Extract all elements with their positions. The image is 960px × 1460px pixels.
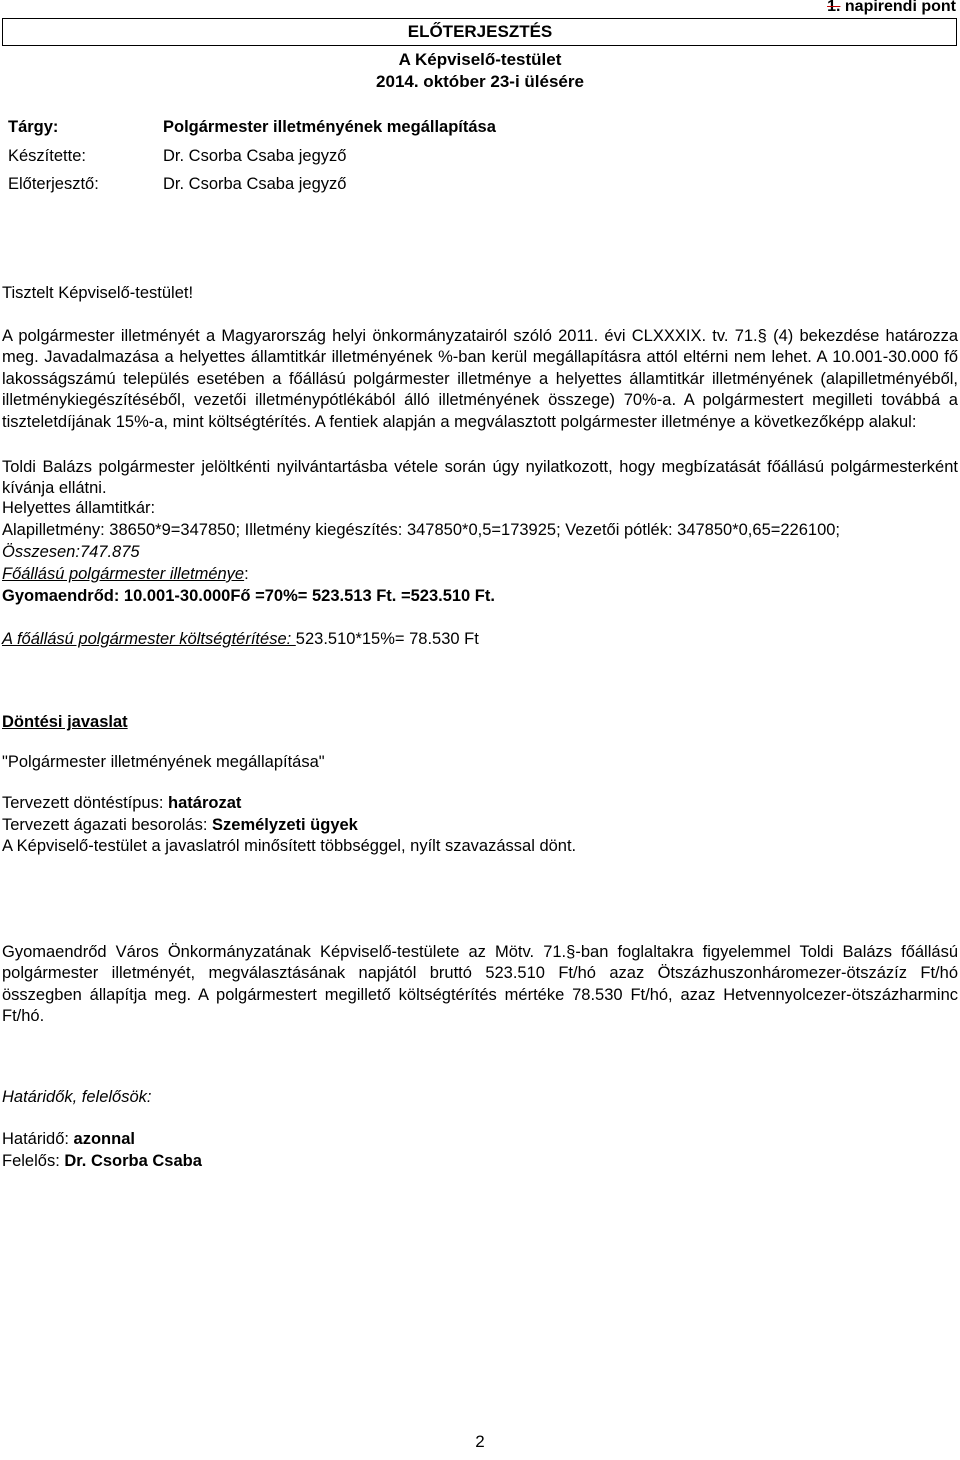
deputy-label: Helyettes államtitkár: xyxy=(2,499,156,517)
deadline-label: Határidő: xyxy=(2,1130,74,1148)
decision-quote: "Polgármester illetményének megállapítása" xyxy=(2,753,325,771)
fulltime-label: Főállású polgármester illetménye xyxy=(2,565,245,583)
toldi-paragraph: Toldi Balázs polgármester jelöltkénti nyilvántartásba vétele során úgy nyilatkozott, hogy megbízatását főállású polgármesterként kívánja ellátni. xyxy=(2,458,958,498)
presenter-label: Előterjesztő: xyxy=(8,175,99,193)
deadline-line xyxy=(2,1130,135,1149)
decision-sector-label: Tervezett ágazati besorolás: xyxy=(2,816,213,834)
salutation: Tisztelt Képviselő-testület! xyxy=(2,284,194,302)
total-line: Összesen:747.875 xyxy=(2,543,140,561)
decision-type-value: határozat xyxy=(168,794,242,812)
fulltime-label-line xyxy=(2,565,249,584)
resolution-paragraph xyxy=(2,942,958,1028)
responsible-value: Dr. Csorba Csaba xyxy=(64,1152,202,1170)
intro-paragraph xyxy=(2,326,958,433)
prepared-value: Dr. Csorba Csaba jegyző xyxy=(163,147,347,165)
page-number: 2 xyxy=(475,1432,485,1451)
decision-vote: A Képviselő-testület a javaslatról minősített többséggel, nyílt szavazással dönt. xyxy=(2,837,577,855)
prepared-label: Készítette: xyxy=(8,147,86,165)
decision-sector xyxy=(2,816,358,835)
resolution-text-1: Gyomaendrőd Város Önkormányzatának Képviselő-testülete az Mötv. 71. xyxy=(2,943,567,961)
section-sign: § xyxy=(757,327,767,345)
expense-value: 523.510*15%= 78.530 Ft xyxy=(295,630,479,648)
decision-type-label: Tervezett döntéstípus: xyxy=(2,794,169,812)
salary-calc: Alapilletmény: 38650*9=347850; Illetmény kiegészítés: 347850*0,5=173925; Vezetői pótlék: 347850*0,65=226100; xyxy=(2,521,841,539)
intro-text-2: (4) bekezdése határozza meg. Javadalmazása a helyettes államtitkár illetményének %-ban kerül megállapításra attól eltérni nem lehet. A 10.001-30.000 fő lakosságszámú település esetében a főállású polgármester illetménye a helyettes államtitkár illetményének (alapilletményéből, illetménykiegészítéséből, vezetői illetménypótlékából álló illetményének összege) 70%-a. A polgármestert megilleti továbbá a tiszteletdíjának 15%-a, mint költségtérítés. A fentiek alapján a megválasztott polgármester illetménye a következőképp alakul: xyxy=(2,327,958,431)
agenda-number: 1. xyxy=(827,0,841,15)
agenda-label: napirendi pont xyxy=(844,0,956,15)
decision-sector-value: Személyzeti ügyek xyxy=(212,816,358,834)
responsible-line xyxy=(2,1152,202,1171)
responsible-label: Felelős: xyxy=(2,1152,65,1170)
expense-label: A főállású polgármester költségtérítése: xyxy=(2,630,296,648)
doc-date: 2014. október 23-i ülésére xyxy=(376,72,584,91)
gyoma-calc: Gyomaendrőd: 10.001-30.000Fő =70%= 523.513 Ft. =523.510 Ft. xyxy=(2,587,495,605)
doc-title: ELŐTERJESZTÉS xyxy=(407,22,553,41)
intro-text-1: A polgármester illetményét a Magyarország helyi önkormányzatairól szóló 2011. évi CLXXXIX. tv. 71. xyxy=(2,327,758,345)
subject-label: Tárgy: xyxy=(8,118,59,136)
fulltime-colon: : xyxy=(244,565,249,583)
agenda-marker xyxy=(827,0,956,16)
resolution-text-2: -ban foglaltakra figyelemmel Toldi Balázs főállású polgármester illetményét, megválasztásának napjától bruttó 523.510 Ft/hó azaz Ötszázhuszonháromezer-ötszázíz Ft/hó összegben állapítja meg. A polgármestert megillető költségtérítés mértéke 78.530 Ft/hó, azaz Hetvennyolcezer-ötszázharminc Ft/hó. xyxy=(2,943,958,1026)
presenter-value: Dr. Csorba Csaba jegyző xyxy=(163,175,347,193)
deadlines-heading: Határidők, felelősök: xyxy=(2,1088,152,1106)
section-sign: § xyxy=(566,943,576,961)
deadline-value: azonnal xyxy=(73,1130,135,1148)
decision-heading: Döntési javaslat xyxy=(2,713,128,731)
decision-type xyxy=(2,794,241,813)
expense-line xyxy=(2,630,479,649)
doc-body: A Képviselő-testület xyxy=(398,50,562,69)
subject-value: Polgármester illetményének megállapítása xyxy=(163,118,496,136)
